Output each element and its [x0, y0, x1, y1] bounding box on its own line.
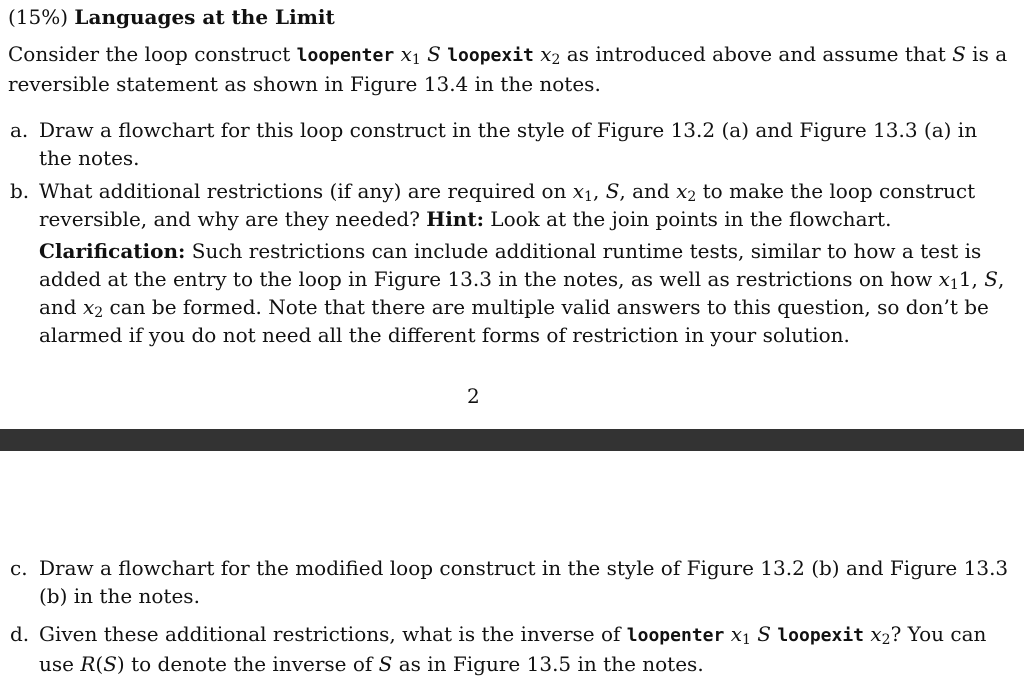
clarification-label: Clarification:: [39, 239, 186, 263]
math-s-2: S: [952, 42, 966, 66]
section-heading: [8, 4, 335, 30]
math-x1: $x_1$: [400, 42, 421, 68]
intro-paragraph: [8, 40, 1016, 98]
heading-title: Languages at the Limit: [74, 5, 335, 29]
item-marker: a.: [10, 118, 29, 142]
item-marker: c.: [10, 556, 28, 580]
question-a-text: Draw a flowchart for this loop construct in the style of Figure 13.2 (a) and Figure 13.3 (a) in the notes.: [39, 118, 978, 170]
question-c-text: Draw a flowchart for the modified loop construct in the style of Figure 13.2 (b) and Figure 13.3 (b) in the notes.: [39, 556, 1009, 608]
math-s: S: [427, 42, 441, 66]
question-a: [8, 116, 1014, 172]
math-x2: $x_2$: [540, 42, 561, 68]
question-c: [8, 554, 1014, 610]
question-d: [8, 620, 1014, 678]
intro-text-2: as introduced above and assume that: [560, 42, 953, 66]
question-b: [8, 177, 1014, 349]
question-b-text: What additional restrictions (if any) are required on $x_1$, S, and $x_2$ to make the loop construct reversible, and why are they needed? Hint: Look at the join points in the flowchart.: [39, 179, 976, 231]
keyword-loopenter: loopenter: [296, 45, 395, 66]
intro-text-3: is a reversible statement as shown in Figure 13.4 in the notes.: [8, 42, 1008, 96]
page-number: 2: [467, 384, 480, 408]
heading-weight: (15%): [8, 5, 69, 29]
item-marker: d.: [10, 622, 30, 646]
intro-text-1: Consider the loop construct: [8, 42, 297, 66]
page-divider: [0, 429, 1024, 451]
hint-label: Hint:: [426, 207, 484, 231]
question-d-text: Given these additional restrictions, what is the inverse of loopenter $x_1$ S loopexit $x_2$? You can use R(S) to denote the inverse of S as in Figure 13.5 in the notes.: [39, 622, 987, 676]
item-marker: b.: [10, 179, 30, 203]
clarification-text: Clarification: Such restrictions can include additional runtime tests, similar to how a test is added at the entry to the loop in Figure 13.3 in the notes, as well as restrictions on how $x_11$, S, and $x_2$ can be formed. Note that there are multiple valid answers to this question, so don’t be alarmed if you do not need all the different forms of restriction in your solution.: [39, 239, 1005, 347]
keyword-loopexit: loopexit: [447, 45, 534, 66]
